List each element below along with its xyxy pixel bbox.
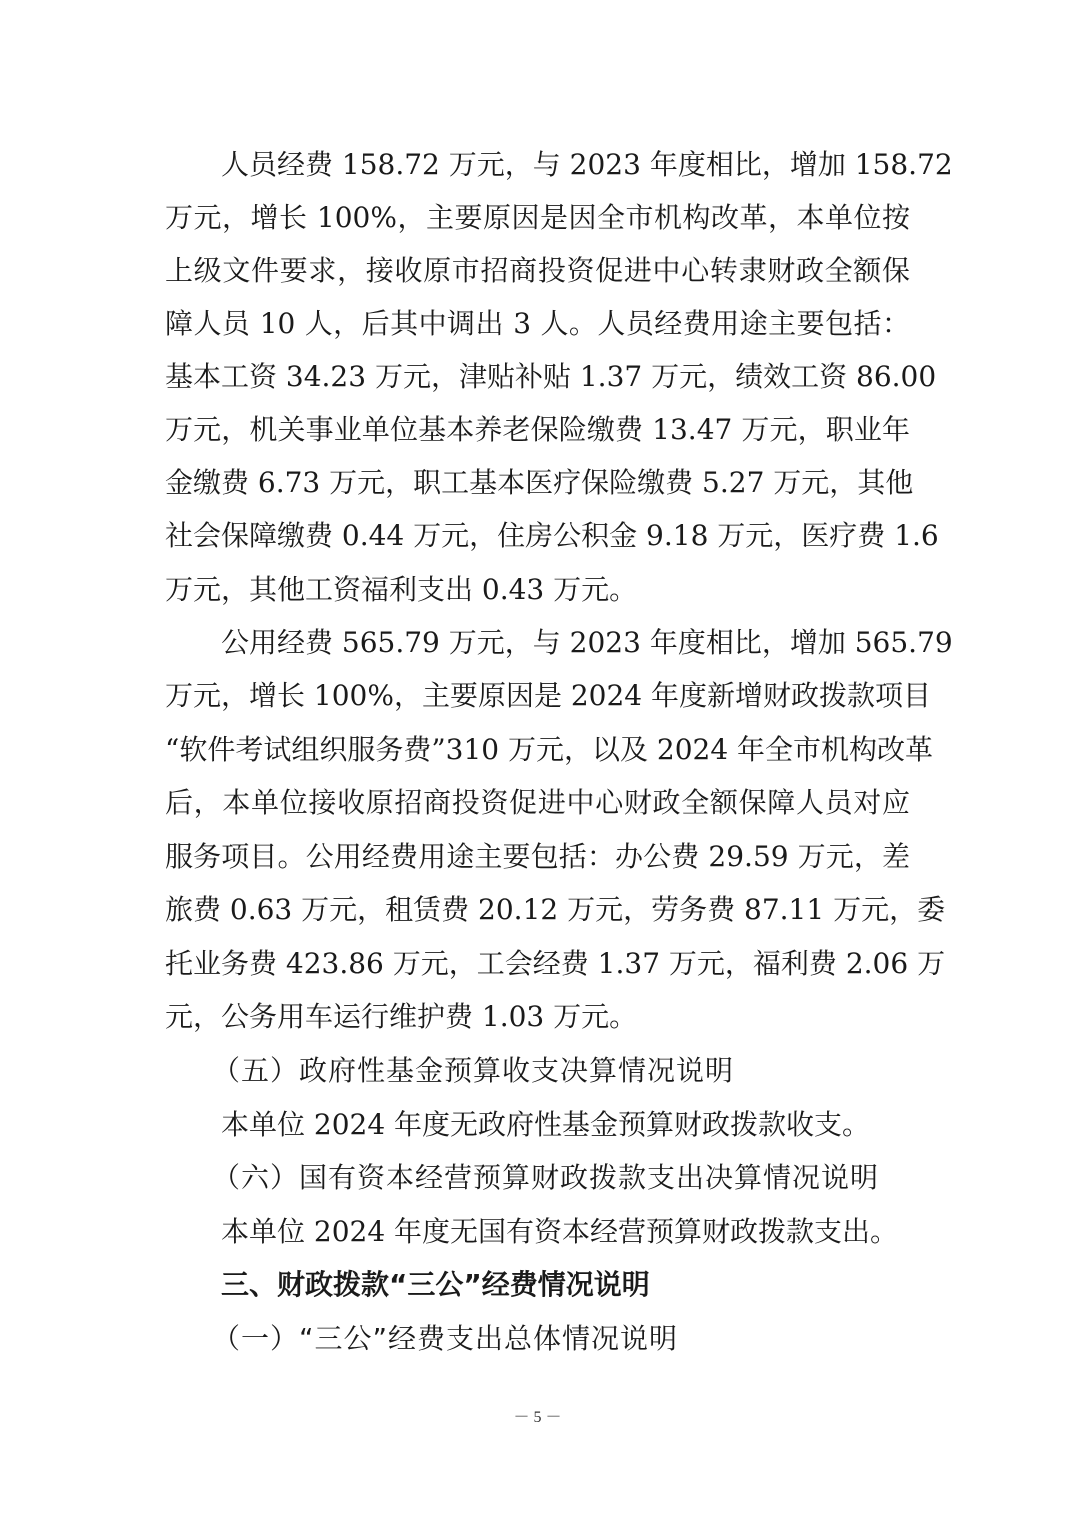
- section-5-body: 本单位 2024 年度无政府性基金预算财政拨款收支。: [221, 1108, 871, 1141]
- paragraph-line: 社会保障缴费 0.44 万元，住房公积金 9.18 万元，医疗费 1.6: [165, 519, 939, 552]
- page-number: － 5 －: [513, 1409, 562, 1426]
- section-6-body: 本单位 2024 年度无国有资本经营预算财政拨款支出。: [221, 1215, 899, 1248]
- paragraph-line: 托业务费 423.86 万元，工会经费 1.37 万元，福利费 2.06 万: [165, 947, 946, 980]
- paragraph-line: 上级文件要求，接收原市招商投资促进中心转隶财政全额保: [165, 254, 910, 287]
- paragraph-line: 金缴费 6.73 万元，职工基本医疗保险缴费 5.27 万元，其他: [165, 466, 914, 499]
- paragraph-line: 服务项目。公用经费用途主要包括：办公费 29.59 万元，差: [165, 840, 910, 873]
- paragraph-line: 人员经费 158.72 万元，与 2023 年度相比，增加 158.72: [221, 148, 953, 181]
- part-3-heading: 三、财政拨款“三公”经费情况说明: [221, 1268, 650, 1301]
- paragraph-line: 旅费 0.63 万元，租赁费 20.12 万元，劳务费 87.11 万元，委: [165, 893, 946, 926]
- section-6-heading: （六）国有资本经营预算财政拨款支出决算情况说明: [212, 1161, 880, 1194]
- paragraph-line: 基本工资 34.23 万元，津贴补贴 1.37 万元，绩效工资 86.00: [165, 360, 937, 393]
- section-5-heading: （五）政府性基金预算收支决算情况说明: [212, 1054, 735, 1087]
- paragraph-line: 万元，增长 100%，主要原因是因全市机构改革，本单位按: [165, 201, 910, 234]
- paragraph-line: 万元，其他工资福利支出 0.43 万元。: [165, 573, 638, 606]
- paragraph-line: 元，公务用车运行维护费 1.03 万元。: [165, 1000, 638, 1033]
- paragraph-line: 公用经费 565.79 万元，与 2023 年度相比，增加 565.79: [221, 626, 953, 659]
- part-3-sub-1-heading: （一）“三公”经费支出总体情况说明: [212, 1322, 679, 1355]
- paragraph-line: 万元，机关事业单位基本养老保险缴费 13.47 万元，职业年: [165, 413, 910, 446]
- paragraph-line: 万元，增长 100%，主要原因是 2024 年度新增财政拨款项目: [165, 679, 932, 712]
- paragraph-line: 后，本单位接收原招商投资促进中心财政全额保障人员对应: [165, 786, 910, 819]
- paragraph-line: 障人员 10 人，后其中调出 3 人。人员经费用途主要包括：: [165, 307, 910, 340]
- paragraph-line: “软件考试组织服务费”310 万元，以及 2024 年全市机构改革: [165, 733, 934, 766]
